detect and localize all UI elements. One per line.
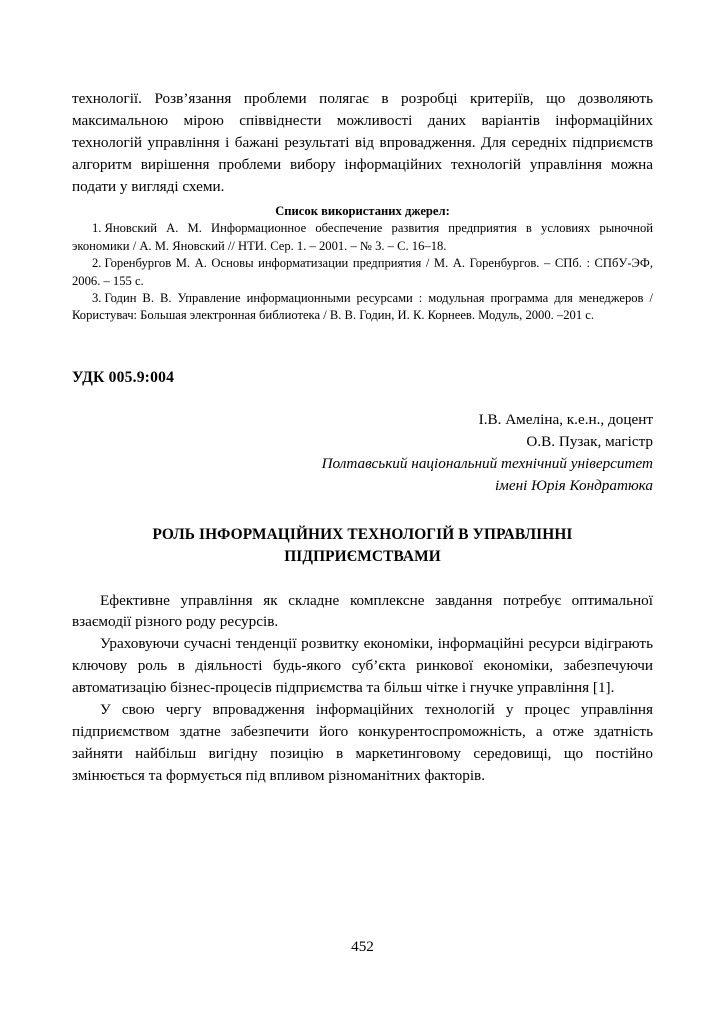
reference-text: Годин В. В. Управление информационными ресурсами : модульная программа для менеджеров / Користувач: Большая электронная библиотека / В. В. Годин, И. К. Корнеев. Модуль, 2000. –201 с.	[72, 290, 653, 323]
reference-item	[72, 255, 653, 290]
top-paragraph: технології. Розв’язання проблеми полягає в розробці критеріїв, що дозволяють максимальною мірою співвіднести можливості даних варіантів інформаційних технологій управління і бажані результаті від впровадження. Для середніх підприємств алгоритм вирішення проблеми вибору інформаційних технологій управління можна подати у вигляді схеми.	[72, 90, 653, 195]
page-number: 452	[351, 938, 374, 955]
udk-code: УДК 005.9:004	[72, 368, 175, 386]
reference-number: 1.	[92, 221, 102, 236]
body-paragraph: Ефективне управління як складне комплексне завдання потребує оптимальної взаємодії різного роду ресурсів.	[72, 591, 653, 631]
author-line: І.В. Амеліна, к.е.н., доцент	[478, 410, 653, 428]
article-body	[72, 590, 653, 787]
reference-text: Горенбургов М. А. Основы информатизации предприятия / М. А. Горенбургов. – СПб. : СПбУ-ЭФ, 2006. – 155 с.	[72, 256, 653, 288]
author-line: О.В. Пузак, магістр	[526, 432, 653, 450]
references-heading: Список використаних джерел:	[275, 204, 450, 219]
affiliation-line: імені Юрія Кондратюка	[494, 476, 653, 494]
article-title	[72, 524, 653, 568]
article-title-line: ПІДПРИЄМСТВАМИ	[284, 547, 441, 565]
reference-number: 3.	[92, 290, 102, 305]
authors-block	[72, 409, 653, 453]
reference-item	[72, 220, 653, 255]
affiliation-line: Полтавський національний технічний університет	[321, 454, 653, 472]
article-title-line: РОЛЬ ІНФОРМАЦІЙНИХ ТЕХНОЛОГІЙ В УПРАВЛІННІ	[152, 525, 573, 543]
reference-text: Яновский А. М. Информационное обеспечение развития предприятия в условиях рыночной экономики / А. М. Яновский // НТИ. Сер. 1. – 2001. – № 3. – С. 16–18.	[72, 221, 653, 253]
reference-number: 2.	[92, 256, 102, 271]
body-paragraph: Ураховуючи сучасні тенденції розвитку економіки, інформаційні ресурси відіграють ключову роль в діяльності будь-якого суб’єкта ринкової економіки, забезпечуючи автоматизацію бізнес-процесів підприємства та більш чітке і гнучке управління [1].	[72, 635, 653, 697]
affiliation-block	[72, 453, 653, 497]
body-paragraph: У свою чергу впровадження інформаційних технологій у процес управління підприємством здатне забезпечити його конкурентоспроможність, а отже здатність зайняти найбільш вигідну позицію в маркетинговому середовищі, що постійно змінюється та формується під впливом різноманітних факторів.	[72, 701, 653, 784]
reference-item	[72, 290, 653, 325]
